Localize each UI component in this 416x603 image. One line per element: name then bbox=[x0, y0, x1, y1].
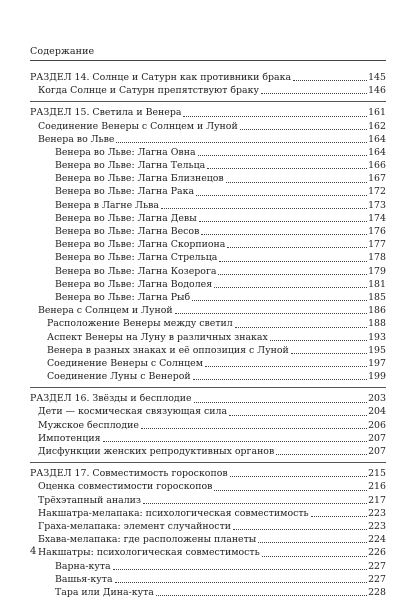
dot-leader bbox=[261, 93, 367, 94]
toc-entry bbox=[30, 533, 386, 546]
toc-entry-title: Мужское бесплодие bbox=[38, 419, 139, 431]
dot-leader bbox=[293, 80, 367, 81]
toc-entry bbox=[30, 238, 386, 251]
dot-leader bbox=[230, 476, 367, 477]
toc-entry bbox=[30, 172, 386, 185]
dot-leader bbox=[194, 402, 368, 403]
toc-entry-title: Соединение Венеры с Солнцем bbox=[47, 357, 204, 369]
toc-entry bbox=[30, 212, 386, 225]
dot-leader bbox=[175, 313, 367, 314]
toc-entry-page: 207 bbox=[368, 432, 386, 444]
toc-entry bbox=[30, 120, 386, 133]
toc-section bbox=[30, 71, 386, 101]
toc-entry-page: 206 bbox=[368, 419, 386, 431]
toc-entry-page: 224 bbox=[368, 534, 386, 546]
toc-entry-page: 145 bbox=[368, 71, 386, 83]
toc-entry-title: Венера во Льве: Лагна Стрельца bbox=[55, 252, 218, 264]
dot-leader bbox=[276, 454, 367, 455]
toc-section-heading bbox=[30, 71, 386, 84]
dot-leader bbox=[258, 542, 367, 543]
toc-entry-page: 173 bbox=[368, 199, 386, 211]
toc-entry bbox=[30, 133, 386, 146]
dot-leader bbox=[240, 129, 367, 130]
toc-entry-title: Венера во Льве: Лагна Близнецов bbox=[55, 173, 224, 185]
toc-entry-page: 176 bbox=[368, 226, 386, 238]
dot-leader bbox=[156, 595, 367, 596]
toc-entry bbox=[30, 146, 386, 159]
dot-leader bbox=[113, 569, 367, 570]
toc-entry-title: Расположение Венеры между светил bbox=[47, 318, 233, 330]
dot-leader bbox=[311, 516, 367, 517]
dot-leader bbox=[214, 490, 367, 491]
toc-entry-title: Трёхэтапный анализ bbox=[38, 494, 142, 506]
toc-entry-title: Венера с Солнцем и Луной bbox=[38, 305, 173, 317]
dot-leader bbox=[229, 415, 367, 416]
toc-entry-page: 181 bbox=[368, 278, 386, 290]
dot-leader bbox=[262, 556, 367, 557]
toc-entry bbox=[30, 225, 386, 238]
toc-entry bbox=[30, 265, 386, 278]
toc-entry-title: РАЗДЕЛ 15. Светила и Венера bbox=[30, 107, 182, 119]
dot-leader bbox=[196, 195, 367, 196]
toc-entry-page: 227 bbox=[368, 573, 386, 585]
toc-entry bbox=[30, 304, 386, 317]
table-of-contents bbox=[30, 71, 386, 603]
toc-entry-title: Венера во Льве: Лагна Водолея bbox=[55, 278, 213, 290]
dot-leader bbox=[143, 503, 367, 504]
toc-entry-page: 164 bbox=[368, 133, 386, 145]
toc-entry bbox=[30, 507, 386, 520]
toc-entry-page: 193 bbox=[368, 331, 386, 343]
toc-section bbox=[30, 462, 386, 603]
toc-entry-page: 226 bbox=[368, 547, 386, 559]
dot-leader bbox=[233, 529, 367, 530]
toc-entry bbox=[30, 370, 386, 383]
header-divider bbox=[30, 60, 386, 61]
toc-entry-page: 161 bbox=[368, 107, 386, 119]
toc-entry-page: 223 bbox=[368, 520, 386, 532]
toc-section bbox=[30, 387, 386, 462]
toc-entry bbox=[30, 291, 386, 304]
toc-entry-title: Тара или Дина-кута bbox=[55, 586, 154, 598]
dot-leader bbox=[214, 287, 367, 288]
toc-entry-page: 146 bbox=[368, 85, 386, 97]
dot-leader bbox=[103, 441, 368, 442]
toc-entry-title: Венера в Лагне Льва bbox=[55, 199, 159, 211]
toc-entry bbox=[30, 586, 386, 599]
toc-entry-page: 167 bbox=[368, 173, 386, 185]
toc-entry-page: 217 bbox=[368, 494, 386, 506]
toc-entry bbox=[30, 84, 386, 97]
toc-entry-title: Венера во Льве: Лагна Скорпиона bbox=[55, 239, 226, 251]
toc-entry-title: Венера во Льве: Лагна Овна bbox=[55, 146, 196, 158]
toc-entry-page: 185 bbox=[368, 291, 386, 303]
dot-leader bbox=[235, 327, 367, 328]
dot-leader bbox=[193, 379, 367, 380]
dot-leader bbox=[192, 300, 367, 301]
toc-entry-title: Венера во Льве bbox=[38, 133, 115, 145]
toc-entry-title: Когда Солнце и Сатурн препятствуют браку bbox=[38, 85, 259, 97]
dot-leader bbox=[161, 208, 367, 209]
dot-leader bbox=[199, 221, 367, 222]
toc-entry-page: 228 bbox=[368, 586, 386, 598]
toc-entry bbox=[30, 546, 386, 559]
running-header: Содержание bbox=[30, 46, 95, 57]
dot-leader bbox=[115, 582, 368, 583]
dot-leader bbox=[201, 234, 367, 235]
toc-entry bbox=[30, 357, 386, 370]
toc-entry-title: РАЗДЕЛ 17. Совместимость гороскопов bbox=[30, 468, 228, 480]
toc-entry bbox=[30, 445, 386, 458]
toc-entry bbox=[30, 251, 386, 264]
toc-entry bbox=[30, 317, 386, 330]
toc-section-heading bbox=[30, 467, 386, 480]
toc-entry-title: Венера во Льве: Лагна Рака bbox=[55, 186, 195, 198]
toc-entry-title: Венера во Льве: Лагна Тельца bbox=[55, 160, 206, 172]
toc-entry-page: 207 bbox=[368, 446, 386, 458]
toc-entry-title: Аспект Венеры на Луну в различных знаках bbox=[47, 331, 268, 343]
toc-entry bbox=[30, 331, 386, 344]
dot-leader bbox=[226, 182, 367, 183]
toc-entry bbox=[30, 432, 386, 445]
toc-entry-page: 197 bbox=[368, 357, 386, 369]
toc-entry-page: 204 bbox=[368, 406, 386, 418]
toc-entry-page: 172 bbox=[368, 186, 386, 198]
toc-entry-page: 177 bbox=[368, 239, 386, 251]
dot-leader bbox=[207, 168, 367, 169]
toc-entry-page: 164 bbox=[368, 146, 386, 158]
toc-entry-page: 195 bbox=[368, 344, 386, 356]
toc-entry-title: Импотенция bbox=[38, 432, 101, 444]
toc-entry-page: 215 bbox=[368, 468, 386, 480]
toc-entry-title: РАЗДЕЛ 14. Солнце и Сатурн как противники брака bbox=[30, 71, 292, 83]
toc-entry-page: 174 bbox=[368, 212, 386, 224]
toc-section-heading bbox=[30, 392, 386, 405]
toc-entry-title: Соединение Луны с Венерой bbox=[47, 371, 191, 383]
toc-entry-title: Венера во Льве: Лагна Козерога bbox=[55, 265, 217, 277]
toc-entry-title: Венера во Льве: Лагна Девы bbox=[55, 212, 197, 224]
dot-leader bbox=[198, 155, 368, 156]
toc-entry-title: Дисфункции женских репродуктивных органов bbox=[38, 446, 275, 458]
toc-entry-page: 188 bbox=[368, 318, 386, 330]
toc-entry-title: Накшатра-мелапака: психологическая совместимость bbox=[38, 507, 309, 519]
dot-leader bbox=[183, 116, 367, 117]
toc-entry-title: Варна-кута bbox=[55, 560, 111, 572]
toc-entry-page: 199 bbox=[368, 371, 386, 383]
toc-entry-title: Соединение Венеры с Солнцем и Луной bbox=[38, 120, 238, 132]
toc-entry-page: 179 bbox=[368, 265, 386, 277]
toc-entry-page: 216 bbox=[368, 481, 386, 493]
toc-entry-title: Вашья-кута bbox=[55, 573, 113, 585]
toc-entry bbox=[30, 199, 386, 212]
toc-entry bbox=[30, 186, 386, 199]
toc-entry-page: 203 bbox=[368, 393, 386, 405]
toc-entry-page: 186 bbox=[368, 305, 386, 317]
toc-entry bbox=[30, 520, 386, 533]
toc-entry-title: РАЗДЕЛ 16. Звёзды и бесплодие bbox=[30, 393, 192, 405]
toc-entry bbox=[30, 406, 386, 419]
toc-entry bbox=[30, 573, 386, 586]
toc-entry bbox=[30, 419, 386, 432]
toc-entry-page: 162 bbox=[368, 120, 386, 132]
toc-section-heading bbox=[30, 106, 386, 119]
dot-leader bbox=[270, 340, 367, 341]
toc-entry-title: Венера во Льве: Лагна Весов bbox=[55, 226, 200, 238]
dot-leader bbox=[116, 142, 367, 143]
toc-entry bbox=[30, 560, 386, 573]
dot-leader bbox=[218, 274, 367, 275]
page-number: 4 bbox=[30, 546, 37, 557]
toc-entry bbox=[30, 480, 386, 493]
toc-entry bbox=[30, 494, 386, 507]
toc-entry bbox=[30, 159, 386, 172]
toc-entry-title: Венера в разных знаках и её оппозиция с Луной bbox=[47, 344, 289, 356]
toc-entry-title: Венера во Льве: Лагна Рыб bbox=[55, 291, 191, 303]
dot-leader bbox=[227, 247, 367, 248]
toc-entry-page: 223 bbox=[368, 507, 386, 519]
dot-leader bbox=[219, 261, 367, 262]
toc-entry bbox=[30, 344, 386, 357]
toc-entry-title: Оценка совместимости гороскопов bbox=[38, 481, 213, 493]
toc-entry-title: Дети — космическая связующая сила bbox=[38, 406, 228, 418]
toc-entry-page: 178 bbox=[368, 252, 386, 264]
dot-leader bbox=[291, 353, 367, 354]
toc-section bbox=[30, 101, 386, 387]
toc-entry-title: Накшатры: психологическая совместимость bbox=[38, 547, 260, 559]
dot-leader bbox=[205, 366, 367, 367]
toc-entry-title: Бхава-мелапака: где расположены планеты bbox=[38, 534, 257, 546]
toc-entry-title: Граха-мелапака: элемент случайности bbox=[38, 520, 231, 532]
toc-entry-page: 227 bbox=[368, 560, 386, 572]
toc-entry-page: 166 bbox=[368, 160, 386, 172]
toc-entry bbox=[30, 278, 386, 291]
dot-leader bbox=[141, 428, 367, 429]
